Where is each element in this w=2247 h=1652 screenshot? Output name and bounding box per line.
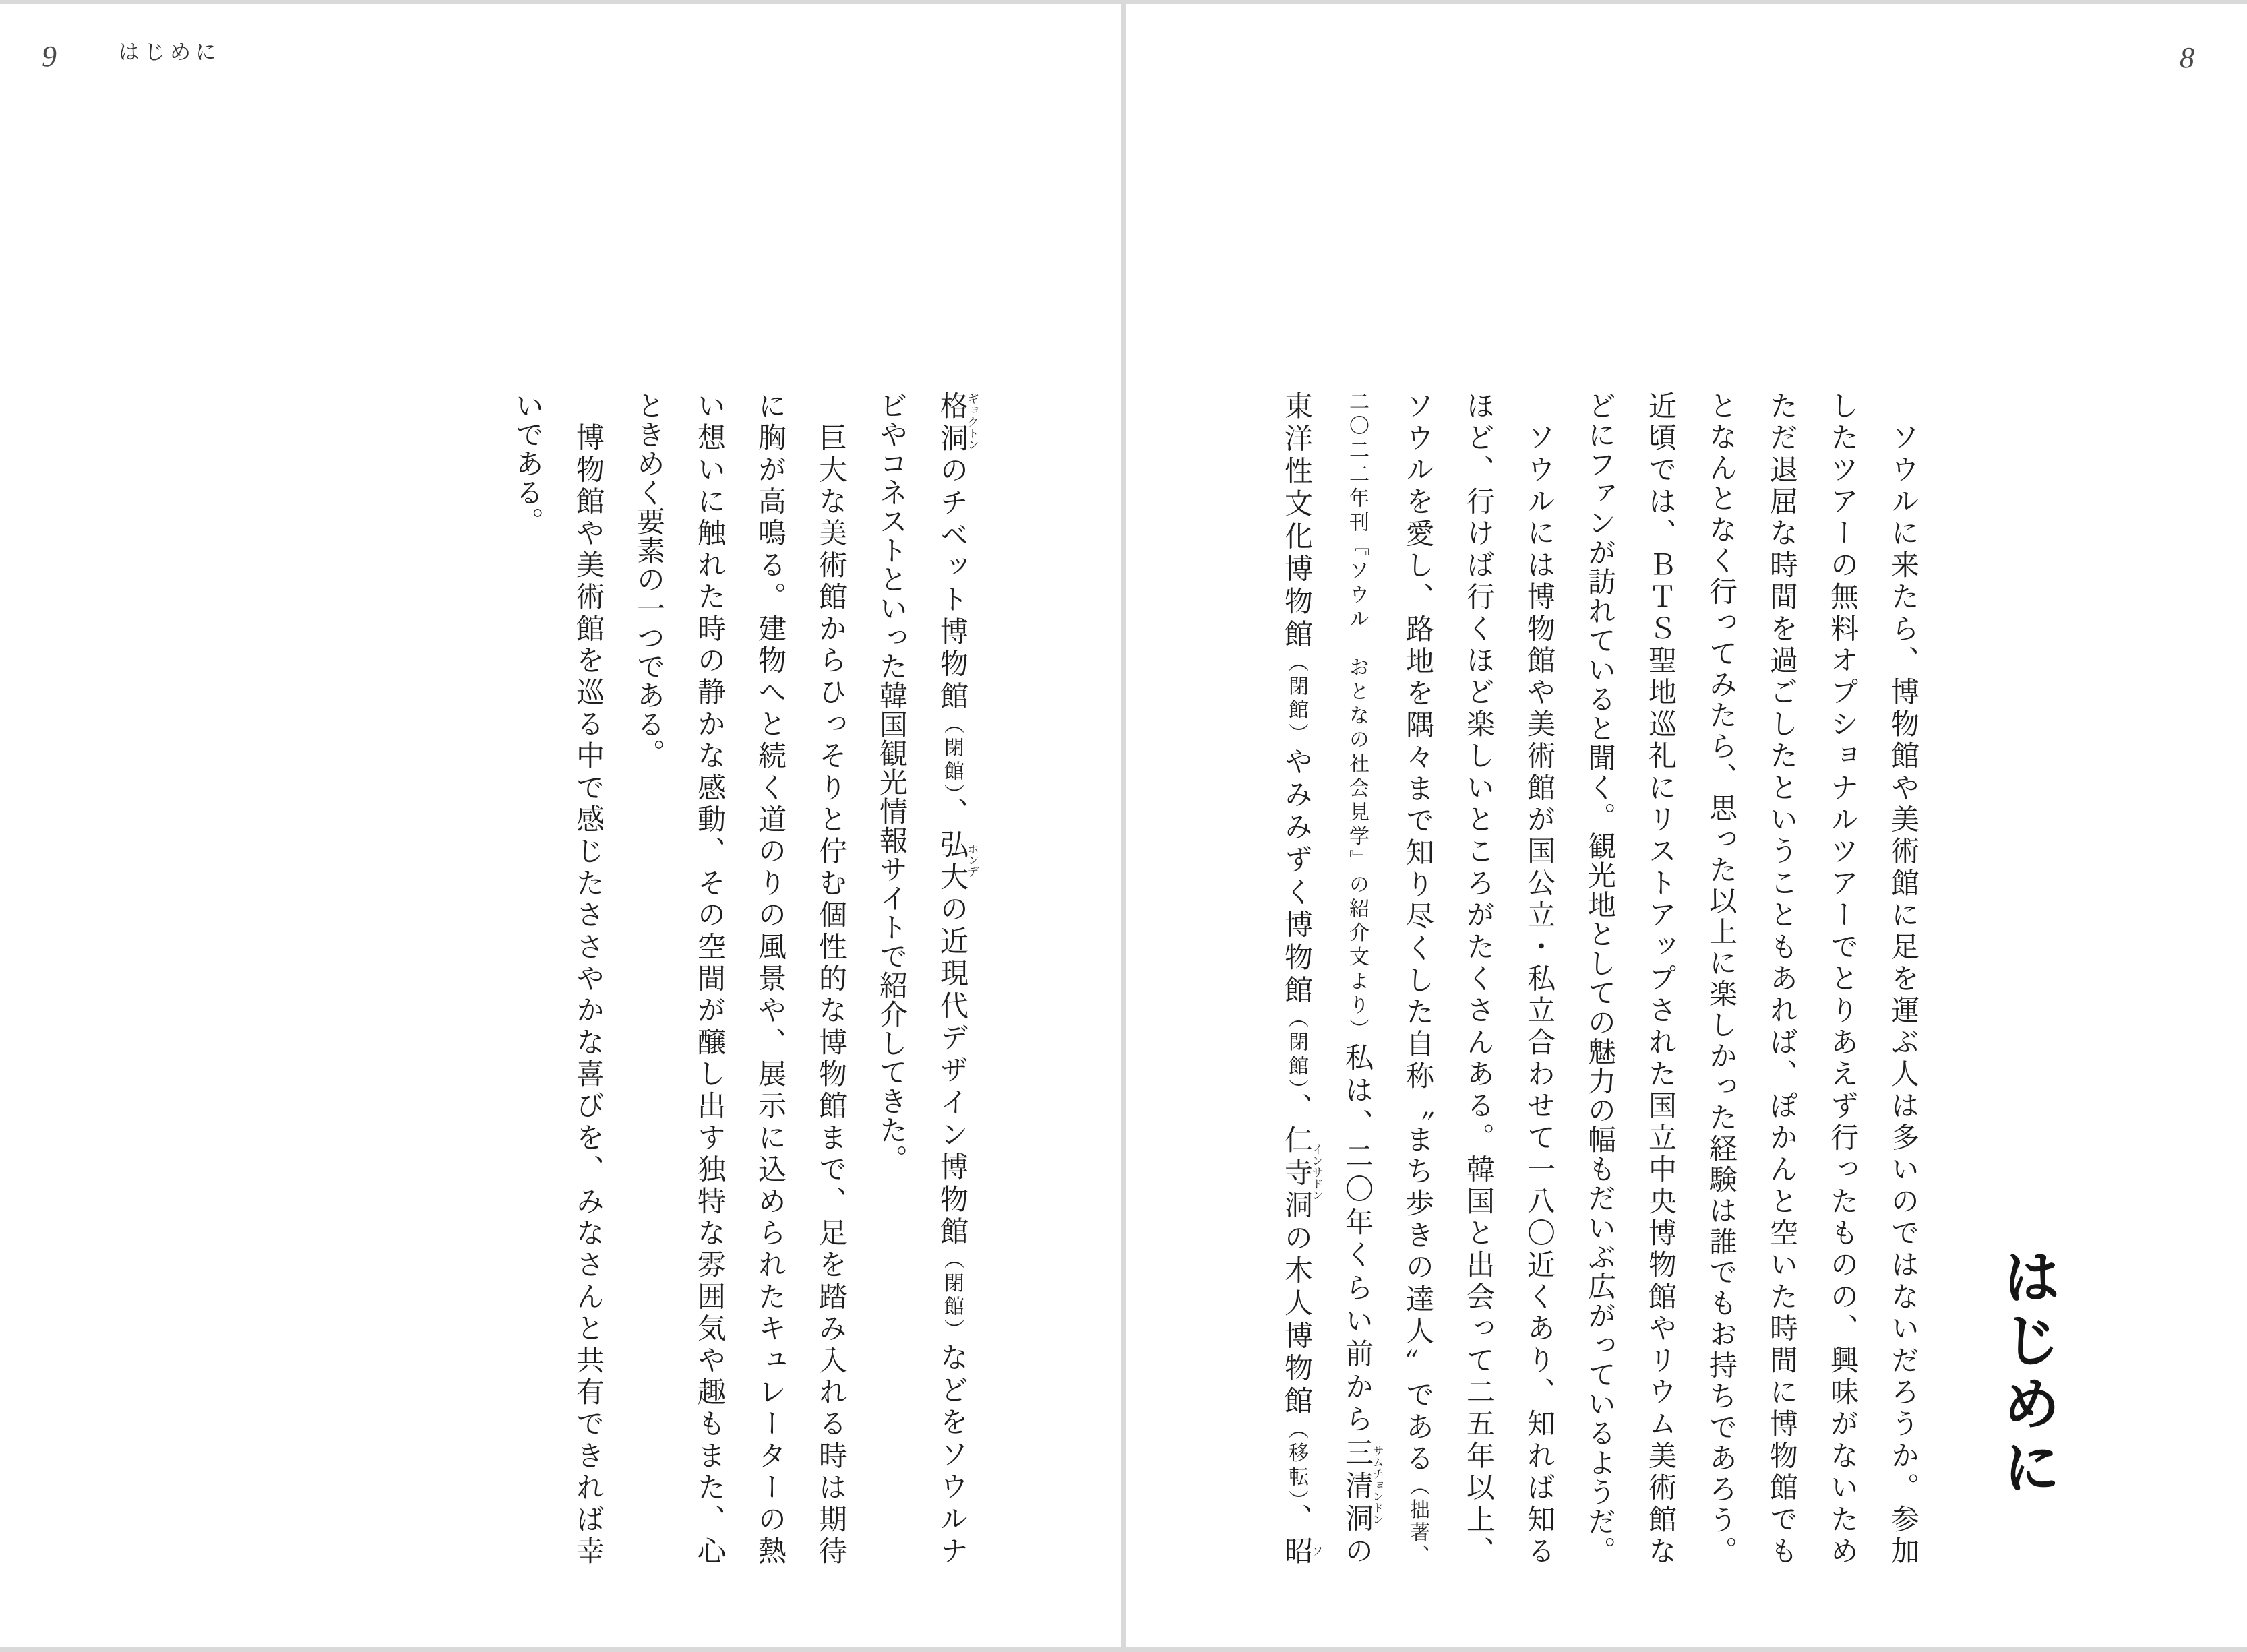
- body-text-run: ビやコネストといった韓国観光情報サイトで紹介してきた。: [875, 391, 906, 1173]
- body-text-run: い想いに触れた時の静かな感動、その空間が醸し出す独特な雰囲気や趣もまた、心: [694, 391, 725, 1566]
- text-column: [1872, 391, 1933, 1565]
- body-text-run: 、: [1281, 1503, 1312, 1537]
- text-column: [1448, 391, 1508, 1565]
- body-text-run: の木人博物館: [1281, 1223, 1312, 1419]
- chapter-title: はじめに: [1994, 1247, 2059, 1500]
- body-text-run: などをソウルナ: [936, 1342, 967, 1566]
- page-number-right: 8: [2180, 41, 2194, 74]
- furigana: ソ: [1310, 1536, 1323, 1566]
- body-text-run: 近頃では、ＢＴＳ聖地巡礼にリストアップされた国立中央博物館やリウム美術館な: [1644, 391, 1675, 1565]
- body-text-run: いである。: [512, 391, 543, 536]
- inline-note-text: （拙著、: [1407, 1475, 1429, 1566]
- body-text-left-page: [495, 391, 982, 1565]
- furigana: インサドン: [1310, 1125, 1323, 1220]
- inline-note-text: （移転）: [1285, 1418, 1307, 1504]
- text-column: [921, 391, 982, 1565]
- inline-note-text: （閉館）: [941, 1248, 963, 1343]
- text-column: [1690, 391, 1751, 1565]
- body-text-right-page: [1264, 391, 1933, 1565]
- body-text-run: ときめく要素の一つである。: [633, 391, 664, 768]
- text-column: [497, 391, 557, 1565]
- text-column: [1387, 391, 1448, 1565]
- spread-gutter-line: [1121, 0, 1126, 1652]
- ruby-annotated-word: 格洞ギョクトン: [936, 391, 979, 456]
- body-text-run: ソウルには博物館や美術館が国公立・私立合わせて一八〇近くあり、知れば知る: [1523, 391, 1554, 1565]
- running-head: はじめに: [119, 40, 221, 64]
- ruby-annotated-word: 昭ソ: [1281, 1536, 1323, 1566]
- inline-note-text: 二〇二二年刊『ソウル おとなの社会見学』の紹介文より）: [1346, 391, 1368, 1043]
- text-column: [1751, 391, 1812, 1565]
- inline-note-text: （閉館）: [1285, 651, 1307, 747]
- text-column: [1508, 391, 1569, 1565]
- text-column: [1266, 391, 1326, 1565]
- body-text-run: ソウルを愛し、路地を隅々まで知り尽くした自称〝まち歩きの達人〞である: [1402, 391, 1433, 1476]
- body-text-run: となんとなく行ってみたら、思った以上に楽しかった経験は誰でもお持ちであろう。: [1705, 391, 1736, 1566]
- body-text-run: したツアーの無料オプショナルツアーでとりあえず行ったものの、興味がないため: [1826, 391, 1857, 1565]
- body-text-run: の: [1341, 1536, 1372, 1566]
- page-number-left: 9: [42, 40, 57, 73]
- text-column: [618, 391, 679, 1565]
- body-text-run: 、: [1281, 1093, 1312, 1126]
- furigana: ギョクトン: [965, 391, 979, 452]
- body-text-run: に胸が高鳴る。建物へと続く道のりの風景や、展示に込められたキュレーターの熱: [754, 391, 785, 1566]
- furigana: サムチョンドン: [1370, 1437, 1384, 1533]
- body-text-run: 、: [936, 797, 967, 830]
- text-column: [739, 391, 800, 1565]
- text-column: [1326, 391, 1387, 1565]
- body-text-run: 巨大な美術館からひっそりと佇む個性的な博物館まで、足を踏み入れる時は期待: [815, 391, 846, 1566]
- inline-note-text: （閉館）: [1285, 1007, 1307, 1093]
- body-text-run: ただ退屈な時間を過ごしたということもあれば、ぽかんと空いた時間に博物館でも: [1766, 391, 1797, 1566]
- text-column: [1812, 391, 1872, 1565]
- text-column: [861, 391, 921, 1565]
- ruby-annotated-word: 三清洞サムチョンドン: [1341, 1437, 1384, 1537]
- ruby-annotated-word: 弘大ホンデ: [936, 829, 979, 894]
- text-column: [800, 391, 861, 1565]
- body-text-run: どにファンが訪れていると聞く。観光地としての魅力の幅もだいぶ広がっているようだ。: [1584, 391, 1615, 1565]
- body-text-run: やみみずく博物館: [1281, 747, 1312, 1008]
- body-text-run: のチベット博物館: [936, 455, 967, 714]
- body-text-run: 私は、二〇年くらい前から: [1341, 1042, 1372, 1438]
- inline-note-text: （閉館）: [941, 713, 963, 797]
- body-text-run: 博物館や美術館を巡る中で感じたささやかな喜びを、みなさんと共有できれば幸: [572, 391, 603, 1566]
- text-column: [1630, 391, 1690, 1565]
- body-text-run: 東洋性文化博物館: [1281, 391, 1312, 652]
- text-column: [1569, 391, 1630, 1565]
- body-text-run: ほど、行けば行くほど楽しいところがたくさんある。韓国と出会って二五年以上、: [1463, 391, 1494, 1566]
- ruby-annotated-word: 仁寺洞インサドン: [1281, 1125, 1323, 1223]
- body-text-run: ソウルに来たら、博物館や美術館に足を運ぶ人は多いのではないだろうか。参加: [1887, 391, 1918, 1566]
- furigana: ホンデ: [965, 829, 979, 891]
- text-column: [679, 391, 739, 1565]
- body-text-run: の近現代デザイン博物館: [936, 894, 967, 1249]
- text-column: [557, 391, 618, 1565]
